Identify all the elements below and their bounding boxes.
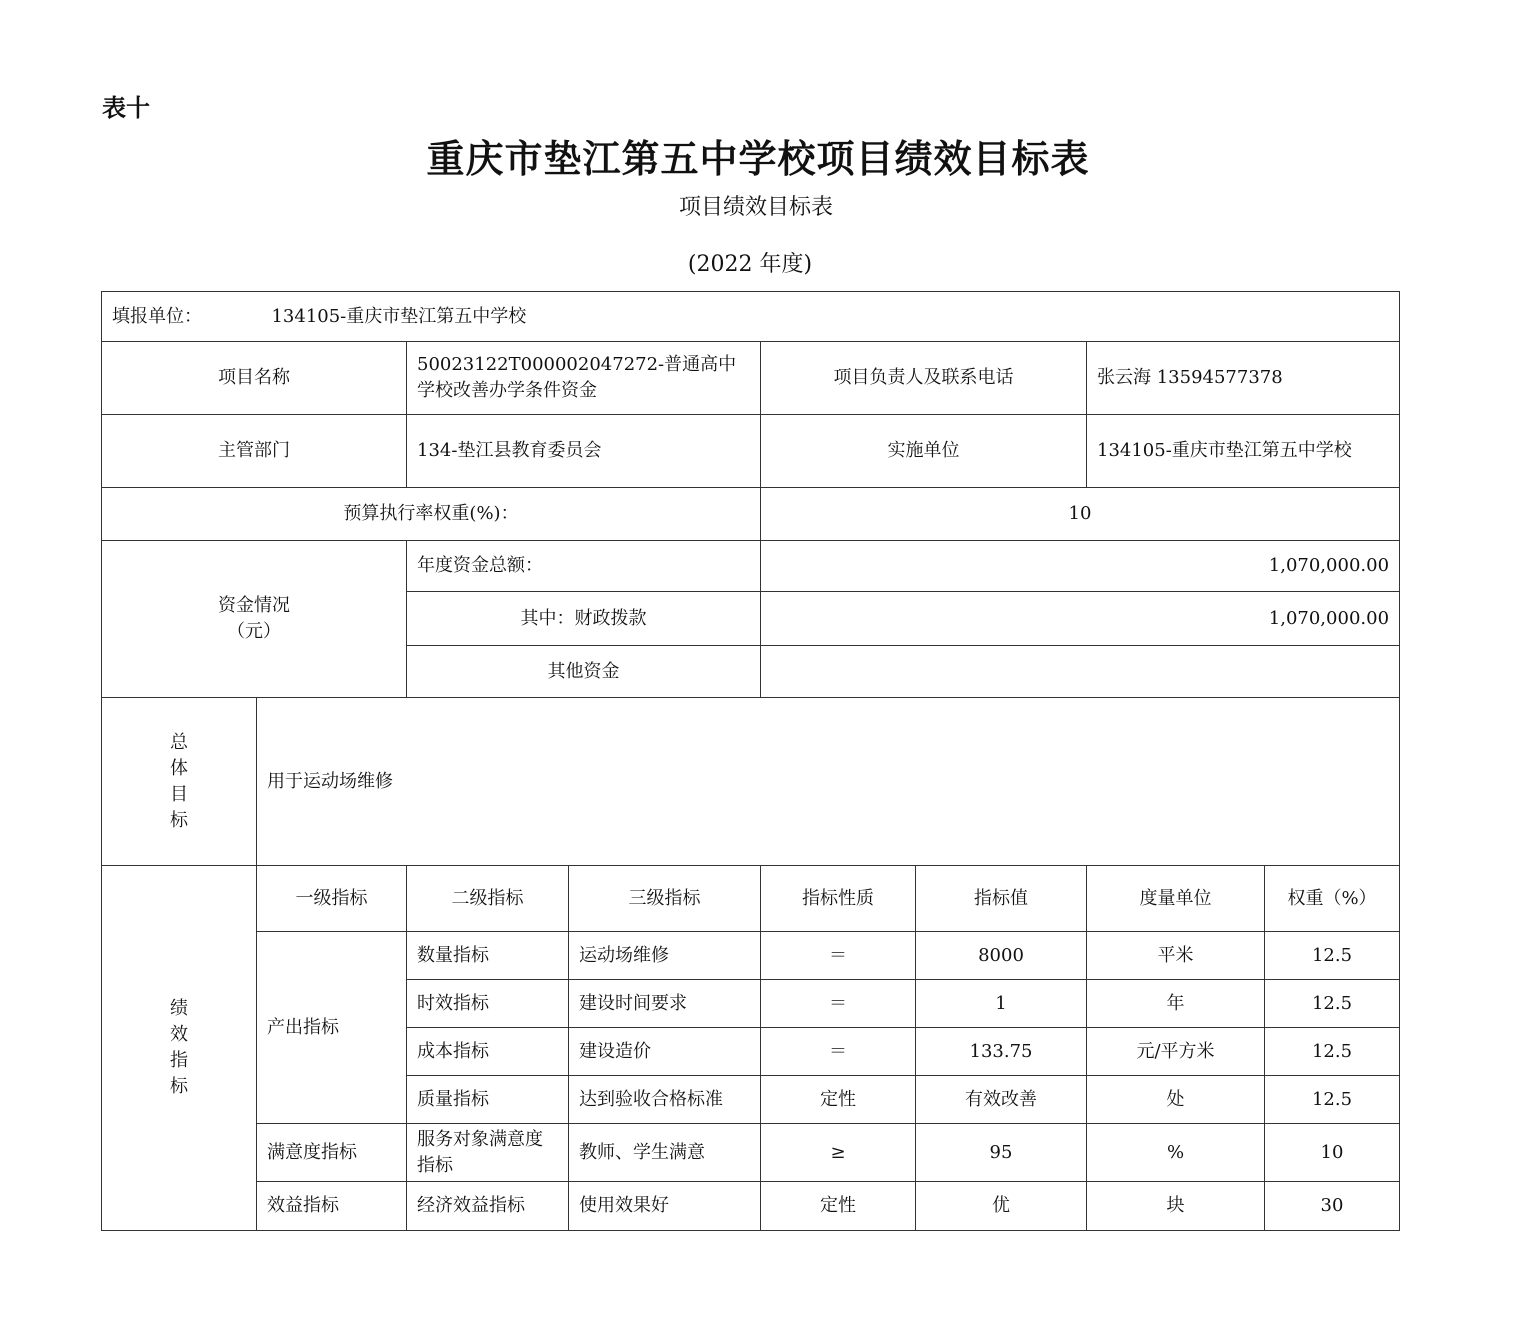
header-level1: 一级指标 — [257, 866, 407, 932]
level3-cell: 达到验收合格标准 — [569, 1076, 761, 1124]
table-row — [102, 932, 1400, 980]
header-unit: 度量单位 — [1087, 866, 1265, 932]
reporting-unit-cell — [102, 292, 1400, 342]
reporting-unit-value: 134105-重庆市垫江第五中学校 — [271, 305, 527, 327]
level2-cell: 成本指标 — [407, 1028, 569, 1076]
nature-cell: ＝ — [761, 980, 916, 1028]
level2-cell: 经济效益指标 — [407, 1182, 569, 1231]
header-level2: 二级指标 — [407, 866, 569, 932]
impl-unit-value: 134105-重庆市垫江第五中学校 — [1087, 415, 1400, 488]
funds-row-total — [102, 541, 1400, 592]
weight-cell: 12.5 — [1265, 932, 1400, 980]
unit-cell: 年 — [1087, 980, 1265, 1028]
impl-unit-label: 实施单位 — [761, 415, 1087, 488]
unit-cell: 处 — [1087, 1076, 1265, 1124]
nature-cell: 定性 — [761, 1182, 916, 1231]
nature-cell: ＝ — [761, 1028, 916, 1076]
fiscal-funds-value: 1,070,000.00 — [761, 592, 1400, 646]
funds-label-line1: 资金情况 — [218, 595, 290, 616]
header-nature: 指标性质 — [761, 866, 916, 932]
overall-goal-text: 用于运动场维修 — [257, 698, 1400, 866]
level2-cell: 质量指标 — [407, 1076, 569, 1124]
level1-output: 产出指标 — [257, 932, 407, 1124]
dept-label: 主管部门 — [102, 415, 407, 488]
nature-cell: ＝ — [761, 932, 916, 980]
annual-total-value: 1,070,000.00 — [761, 541, 1400, 592]
other-funds-value — [761, 646, 1400, 698]
value-cell: 8000 — [916, 932, 1087, 980]
header-level3: 三级指标 — [569, 866, 761, 932]
dept-value: 134-垫江县教育委员会 — [407, 415, 761, 488]
overall-goal-label — [102, 698, 257, 866]
header-value: 指标值 — [916, 866, 1087, 932]
unit-cell: 块 — [1087, 1182, 1265, 1231]
indicators-label-char: 绩 — [170, 998, 188, 1019]
weight-cell: 12.5 — [1265, 1076, 1400, 1124]
unit-cell: 元/平方米 — [1087, 1028, 1265, 1076]
level3-cell: 使用效果好 — [569, 1182, 761, 1231]
value-cell: 1 — [916, 980, 1087, 1028]
weight-cell: 10 — [1265, 1124, 1400, 1182]
goal-label-char: 标 — [170, 809, 188, 831]
goal-label-char: 体 — [170, 757, 188, 779]
value-cell: 优 — [916, 1182, 1087, 1231]
project-lead-value: 张云海 13594577378 — [1087, 342, 1400, 415]
project-name-value: 50023122T000002047272-普通高中学校改善办学条件资金 — [407, 342, 761, 415]
reporting-unit-label: 填报单位： — [112, 305, 202, 327]
overall-goal-row — [102, 698, 1400, 866]
level3-cell: 运动场维修 — [569, 932, 761, 980]
document-title: 重庆市垫江第五中学校项目绩效目标表 — [426, 136, 1090, 181]
funds-label-line2: （元） — [227, 621, 281, 642]
annual-total-label: 年度资金总额： — [407, 541, 761, 592]
level2-cell: 服务对象满意度指标 — [407, 1124, 569, 1182]
budget-weight-label: 预算执行率权重(%)： — [102, 488, 761, 541]
project-name-label: 项目名称 — [102, 342, 407, 415]
project-name-row — [102, 342, 1400, 415]
header-weight: 权重（%） — [1265, 866, 1400, 932]
table-row — [102, 1182, 1400, 1231]
other-funds-label: 其他资金 — [407, 646, 761, 698]
fiscal-funds-label: 其中：财政拨款 — [407, 592, 761, 646]
weight-cell: 30 — [1265, 1182, 1400, 1231]
indicators-label-char: 标 — [170, 1076, 188, 1097]
table-number-label: 表十 — [102, 94, 150, 122]
value-cell: 有效改善 — [916, 1076, 1087, 1124]
funds-label — [102, 541, 407, 698]
goal-label-char: 总 — [170, 731, 188, 753]
level2-cell: 时效指标 — [407, 980, 569, 1028]
indicator-header-row — [102, 866, 1400, 932]
indicators-label — [102, 866, 257, 1231]
indicators-label-char: 指 — [170, 1050, 188, 1071]
level3-cell: 教师、学生满意 — [569, 1124, 761, 1182]
reporting-unit-row — [102, 292, 1400, 342]
fiscal-year: (2022 年度) — [687, 252, 813, 277]
weight-cell: 12.5 — [1265, 1028, 1400, 1076]
nature-cell: 定性 — [761, 1076, 916, 1124]
unit-cell: 平米 — [1087, 932, 1265, 980]
performance-target-table — [101, 291, 1400, 1231]
level2-cell: 数量指标 — [407, 932, 569, 980]
level3-cell: 建设造价 — [569, 1028, 761, 1076]
value-cell: 133.75 — [916, 1028, 1087, 1076]
nature-cell: ≥ — [761, 1124, 916, 1182]
unit-cell: % — [1087, 1124, 1265, 1182]
level3-cell: 建设时间要求 — [569, 980, 761, 1028]
table-row — [102, 1124, 1400, 1182]
value-cell: 95 — [916, 1124, 1087, 1182]
project-lead-label: 项目负责人及联系电话 — [761, 342, 1087, 415]
document-subtitle: 项目绩效目标表 — [678, 195, 833, 220]
budget-weight-value: 10 — [761, 488, 1400, 541]
indicators-label-char: 效 — [170, 1024, 188, 1045]
level1-satisfaction: 满意度指标 — [257, 1124, 407, 1182]
weight-cell: 12.5 — [1265, 980, 1400, 1028]
goal-label-char: 目 — [170, 783, 188, 805]
budget-weight-row — [102, 488, 1400, 541]
department-row — [102, 415, 1400, 488]
level1-benefit: 效益指标 — [257, 1182, 407, 1231]
